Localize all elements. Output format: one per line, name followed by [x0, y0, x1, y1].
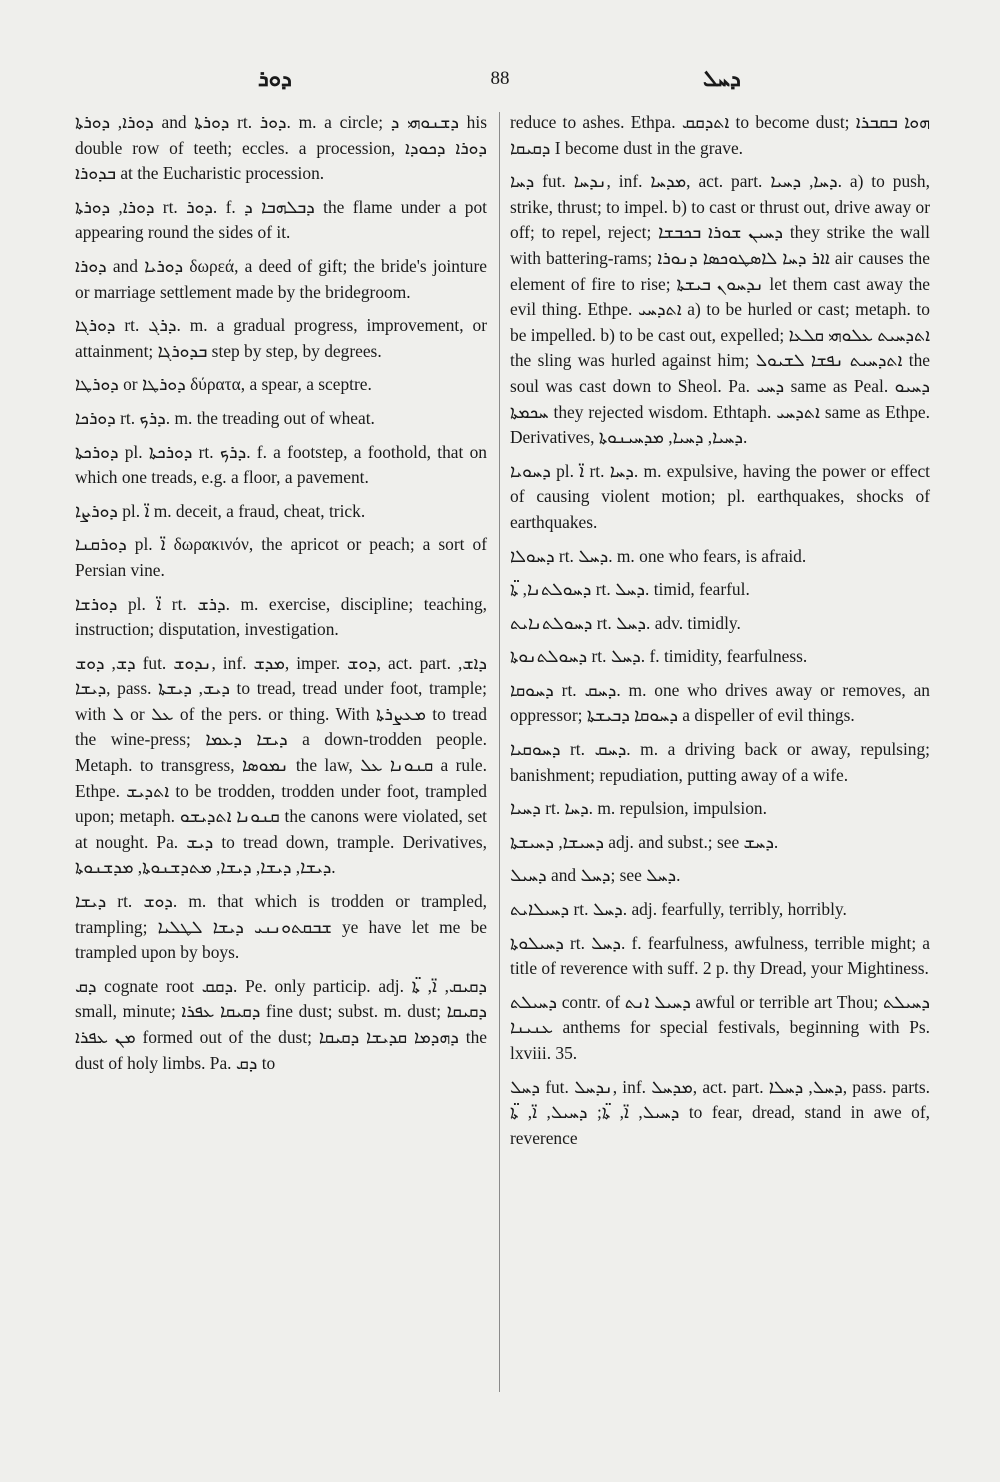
entry-text: ܕܚܠ fut. ܢܕܚܠ, inf. ܡܕܚܠ, act. part. ܕܚܠ, ܕܚܠܐ, pass. parts. ܕܚܝܠ, ܐ̈, ܬܐ̈; ܕܚܝܠ, ܐ̈, ܬܐ̈ to fear, dread, stand in awe of, reverence — [510, 1076, 930, 1148]
dictionary-entry — [510, 990, 930, 1067]
entry-text: ܕܚܘܠܬܢܐ, ܬܐ̈ rt. ܕܚܠ. timid, fearful. — [510, 579, 750, 600]
dictionary-entry — [510, 830, 930, 856]
entry-text: ܕܘܪܩܢܐ pl. ܐ̈ δωρακινόν, the apricot or peach; a sort of Persian vine. — [75, 534, 488, 580]
running-head-right: ܕܚܠ — [703, 66, 741, 91]
column-divider — [499, 112, 500, 1392]
entry-text: ܕܚܘܩܝܐ rt. ܕܚܩ. m. a driving back or away, repulsing; banishment; repudiation, putting away of a wife. — [510, 739, 930, 785]
dictionary-entry — [75, 313, 487, 364]
dictionary-entry — [510, 459, 930, 536]
dictionary-entry — [75, 440, 487, 491]
entry-text: ܕܚܝܠ and ܕܚܠ; see ܕܚܠ. — [510, 865, 681, 886]
entry-text: ܕܚܝܠܘܬܐ rt. ܕܚܠ. f. fearfulness, awfulness, terrible might; a title of reverence with suff. 2 p. thy Dread, your Mightiness. — [510, 932, 930, 979]
dictionary-entry — [510, 796, 930, 822]
page-header — [0, 62, 1000, 96]
dictionary-entry — [510, 169, 930, 451]
entry-text: ܕܘܪܐ, ܕܘܪܬܐ rt. ܕܘܪ. f. ܕܒܠܗܒܐ ܕ the flame under a pot appearing round the sides of it. — [75, 196, 488, 243]
dictionary-entry — [75, 406, 487, 432]
entry-text: ܕܘܪܛܐ or ܕܘܪܛܐ δύρατα, a spear, a sceptre. — [75, 374, 372, 395]
entry-text: reduce to ashes. Ethpa. ܐܬܕܩܩ to become dust; ܗܘܐ ܒܩܒܪܐ ܕܩܝܩܐ I become dust in the grave. — [510, 112, 930, 158]
dictionary-entry — [75, 110, 487, 187]
entry-text: ܕܚܘܠܐ rt. ܕܚܠ. m. one who fears, is afraid. — [510, 545, 807, 566]
dictionary-entry — [75, 532, 487, 583]
entry-text: ܕܘܪܓܐ rt. ܕܪܓ. m. a gradual progress, improvement, or attainment; ܒܕܘܪܓܐ step by step, by degrees. — [75, 315, 487, 361]
running-head-left: ܕܘܪ — [258, 66, 292, 91]
entry-text: ܕܚܝܫܐ, ܕܚܝܫܬܐ adj. and subst.; see ܕܚܫ. — [510, 831, 779, 852]
entry-text: ܕܚܝܠܐܝܬ rt. ܕܚܠ. adj. fearfully, terribly, horribly. — [510, 899, 847, 920]
dictionary-entry — [510, 931, 930, 982]
page-number: 88 — [490, 68, 510, 89]
dictionary-entry — [510, 863, 930, 889]
dictionary-entry — [510, 1075, 930, 1152]
dictionary-entry — [510, 611, 930, 637]
entry-text: ܕܚܘܩܐ rt. ܕܚܩ. m. one who drives away or removes, an oppressor; ܕܚܘܩܐ ܕܒܝܫܬܐ a dispeller of evil things. — [510, 679, 930, 726]
entry-text: ܕܚܘܠܬܢܐܝܬ rt. ܕܚܠ. adv. timidly. — [510, 612, 741, 633]
entry-text: ܕܘܪܟܬܐ pl. ܕܘܪܟܬܐ rt. ܕܪܟ. f. a footstep, a foothold, that on which one treads, e.g. a floor, a pavement. — [75, 441, 488, 488]
dictionary-entry — [75, 974, 487, 1076]
entry-text: ܕܘܪܐ and ܕܘܪܝܐ δωρεά, a deed of gift; the bride's jointure or marriage settlement made by the bridegroom. — [75, 255, 487, 302]
entry-text: ܕܘܪܫܐ pl. ܐ̈ rt. ܕܪܫ. m. exercise, discipline; teaching, instruction; disputation, investigation. — [75, 593, 487, 640]
left-column — [75, 110, 487, 1084]
entry-text: ܕܘܪܐ, ܕܘܪܬܐ and ܕܘܪܬܐ rt. ܕܘܪ. m. a circle; ܕܫܢܘܗܝ ܕ his double row of teeth; eccles. a procession, ܕܘܪܐ ܕܟܘܕܐ ܒܕܘܪܐ at the Eucharistic procession. — [75, 112, 487, 184]
continued-entry — [510, 110, 930, 161]
dictionary-entry — [75, 372, 487, 398]
entry-text: ܕܚܘܝܐ pl. ܐ̈ rt. ܕܚܐ. m. expulsive, having the power or effect of causing violent motion; pl. earthquakes, shocks of earthquakes. — [510, 460, 930, 532]
entry-text: ܕܚܐ fut. ܢܕܚܐ, inf. ܡܕܚܐ, act. part. ܕܚܐ, ܕܚܝܐ. a) to push, strike, thrust; to impel. b) to cast or thrust out, drive away or off; to repel, reject; ܕܚܝܢ ܫܘܪܐ ܒܟܒܫܐ they strike the wall with battering-rams; ܐܐܪ ܕܚܐ ܠܐܣܛܘܟܣܐ ܕܢܘܪܐ air causes the element of fire to rise; ܢܕܚܘܢ ܒܝܫܬܐ let them cast away the evil thing. Ethpe. ܐܬܕܚܝ a) to be hurled or cast; metaph. to be impelled. b) to be cast out, expelled; ܐܬܕܚܝܬ ܥܠܘܗܝ ܩܠܥܐ the sling was hurled against him; ܐܬܕܚܝܬ ܢܦܫܐ ܠܫܝܘܠ the soul was cast down to Sheol. Pa. ܕܚܝ same as Peal. ܕܚܝܘ ܚܟܡܬܐ they rejected wisdom. Ethtaph. ܐܬܕܚܝ same as Ethpe. Derivatives, ܕܚܝܐ, ܕܚܝܐ, ܡܕܚܝܢܘܬܐ. — [510, 171, 931, 448]
entry-text: ܕܩ cognate root ܕܩܩ. Pe. only particip. adj. ܕܩܝܩ, ܐ̈, ܬܐ̈ small, minute; ܕܩܝܩܐ ܥܦܪܐ fine dust; subst. m. dust; ܕܩܝܩܐ ܡܢ ܥܦܪܐ formed out of the dust; ܕܗܕܡܐ ܩܕܝܫܐ ܕܩܝܩܐ the dust of holy limbs. Pa. ܕܩ to — [75, 975, 487, 1073]
entry-text: ܕܘܪܨܐ pl. ܐ̈ m. deceit, a fraud, cheat, trick. — [75, 500, 366, 521]
dictionary-entry — [510, 577, 930, 603]
dictionary-entry — [75, 889, 487, 966]
entry-text: ܕܚܝܐ rt. ܕܚܐ. m. repulsion, impulsion. — [510, 798, 767, 819]
entry-text: ܕܚܝܠܬ contr. of ܕܚܝܠ ܐܢܬ awful or terrible art Thou; ܕܚܝܠܬ ܥܢܝܢܐ anthems for special festivals, beginning with Ps. lxviii. 35. — [510, 991, 930, 1063]
dictionary-entry — [510, 897, 930, 923]
dictionary-entry — [510, 544, 930, 570]
dictionary-entry — [510, 678, 930, 729]
dictionary-entry — [75, 592, 487, 643]
entry-text: ܕܘܪܟܐ rt. ܕܪܟ. m. the treading out of wheat. — [75, 407, 375, 428]
dictionary-entry — [510, 644, 930, 670]
dictionary-entry — [510, 737, 930, 788]
entry-text: ܕܝܫܐ rt. ܕܘܫ. m. that which is trodden or trampled, trampling; ܫܒܩܬܘܢܢܝ ܕܝܫܐ ܠܛܠܝܐ ye have let me be trampled upon by boys. — [75, 891, 487, 963]
dictionary-entry — [75, 499, 487, 525]
entry-text: ܕܚܘܠܬܢܘܬܐ rt. ܕܚܠ. f. timidity, fearfulness. — [510, 646, 808, 667]
entry-text: ܕܫ, ܕܘܫ fut. ܢܕܘܫ, inf. ܡܕܫ, imper. ܕܘܫ, act. part. ܕܐܫ, ܕܝܫܐ, pass. ܕܝܫ, ܕܝܫܬܐ to tread, tread under foot, trample; with ܠ or ܥܠ of the pers. or thing. With ܡܥܨܪܬܐ to tread the wine-press; ܕܝܫܐ ܕܥܡܐ a down-trodden people. Metaph. to transgress, ܢܡܘܣܐ the law, ܩܢܘܢܐ ܥܠ a rule. Ethpe. ܐܬܕܝܫ to be trodden, trodden under foot, trampled upon; metaph. ܩܢܘܢܐ ܐܬܕܝܫܘ the canons were violated, set at nought. Pa. ܕܝܫ to tread down, trample. Derivatives, ܕܝܫܐ, ܕܝܫܐ, ܕܝܫܐ, ܡܬܕܫܢܘܬܐ, ܡܕܫܢܘܬܐ. — [75, 652, 487, 878]
dictionary-entry — [75, 254, 487, 305]
dictionary-entry — [75, 195, 487, 246]
dictionary-entry — [75, 651, 487, 881]
right-column — [510, 110, 930, 1159]
